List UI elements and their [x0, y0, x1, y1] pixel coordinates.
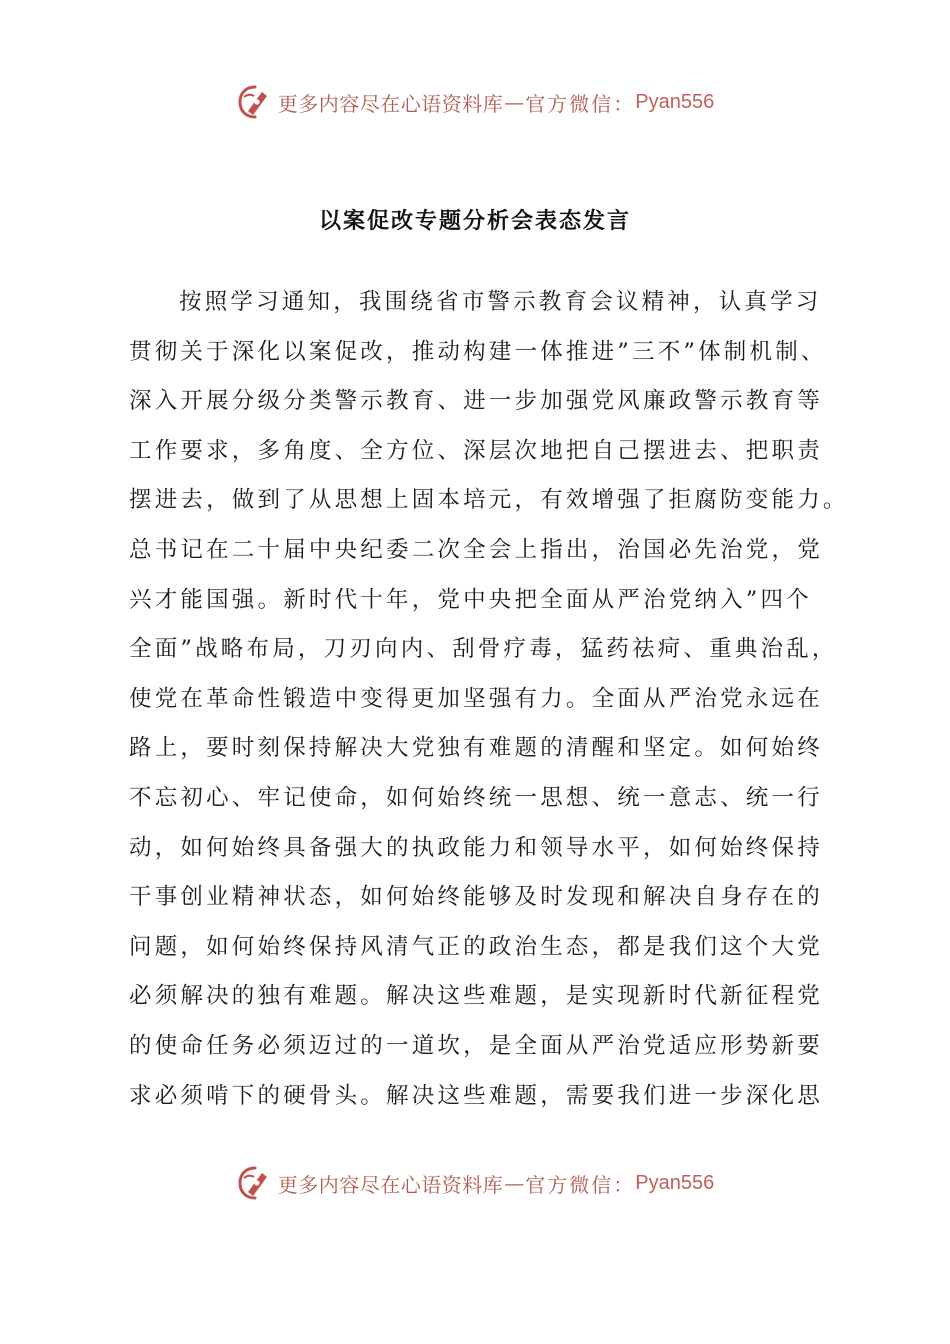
- footer-watermark: [0, 1161, 950, 1205]
- body-line: 的使命任务必须迈过的一道坎，是全面从严治党适应形势新要: [129, 1032, 823, 1059]
- document-body: [129, 278, 849, 1121]
- watermark-wechat-id: Pyan556: [635, 90, 715, 113]
- body-line: 路上，要时刻保持解决大党独有难题的清醒和坚定。如何始终: [129, 735, 823, 762]
- watermark-wechat-label: 官方微信：: [525, 91, 636, 116]
- body-line: 兴才能国强。新时代十年，党中央把全面从严治党纳入”四个: [129, 586, 812, 613]
- body-line: 按照学习通知，我围绕省市警示教育会议精神，认真学习: [179, 289, 822, 315]
- header-watermark: [0, 80, 950, 124]
- body-line: 总书记在二十届中央纪委二次全会上指出，治国必先治党，党: [129, 536, 823, 563]
- body-line: 全面”战略布局，刀刃向内、刮骨疗毒，猛药祛疴、重典治乱，: [129, 636, 838, 663]
- watermark-brand-text: 更多内容尽在心语资料库: [277, 1172, 504, 1197]
- body-line: 工作要求，多角度、全方位、深层次地把自己摆进去、把职责: [129, 437, 823, 464]
- body-line: 动，如何始终具备强大的执政能力和领导水平，如何始终保持: [129, 834, 823, 861]
- pen-logo-icon: [236, 83, 274, 121]
- watermark-wechat-id: Pyan556: [635, 1171, 715, 1194]
- body-line: 深入开展分级分类警示教育、进一步加强党风廉政警示教育等: [129, 388, 823, 415]
- watermark-wechat-label: 官方微信：: [525, 1172, 636, 1197]
- body-line: 贯彻关于深化以案促改，推动构建一体推进”三不”体制机制、: [129, 338, 827, 365]
- body-line: 问题，如何始终保持风清气正的政治生态，都是我们这个大党: [129, 933, 823, 960]
- body-line: 使党在革命性锻造中变得更加坚强有力。全面从严治党永远在: [129, 685, 823, 712]
- body-line: 必须解决的独有难题。解决这些难题，是实现新时代新征程党: [129, 983, 823, 1010]
- document-title: 以案促改专题分析会表态发言: [318, 209, 631, 234]
- watermark-brand-text: 更多内容尽在心语资料库: [277, 91, 504, 116]
- body-line: 干事创业精神状态，如何始终能够及时发现和解决自身存在的: [129, 884, 823, 911]
- watermark-dash: —: [504, 90, 525, 114]
- body-line: 求必须啃下的硬骨头。解决这些难题，需要我们进一步深化思: [129, 1082, 823, 1109]
- body-line: 摆进去，做到了从思想上固本培元，有效增强了拒腐防变能力。: [129, 487, 849, 514]
- watermark-dash: —: [504, 1171, 525, 1195]
- pen-logo-icon: [236, 1164, 274, 1202]
- body-line: 不忘初心、牢记使命，如何始终统一思想、统一意志、统一行: [129, 784, 823, 811]
